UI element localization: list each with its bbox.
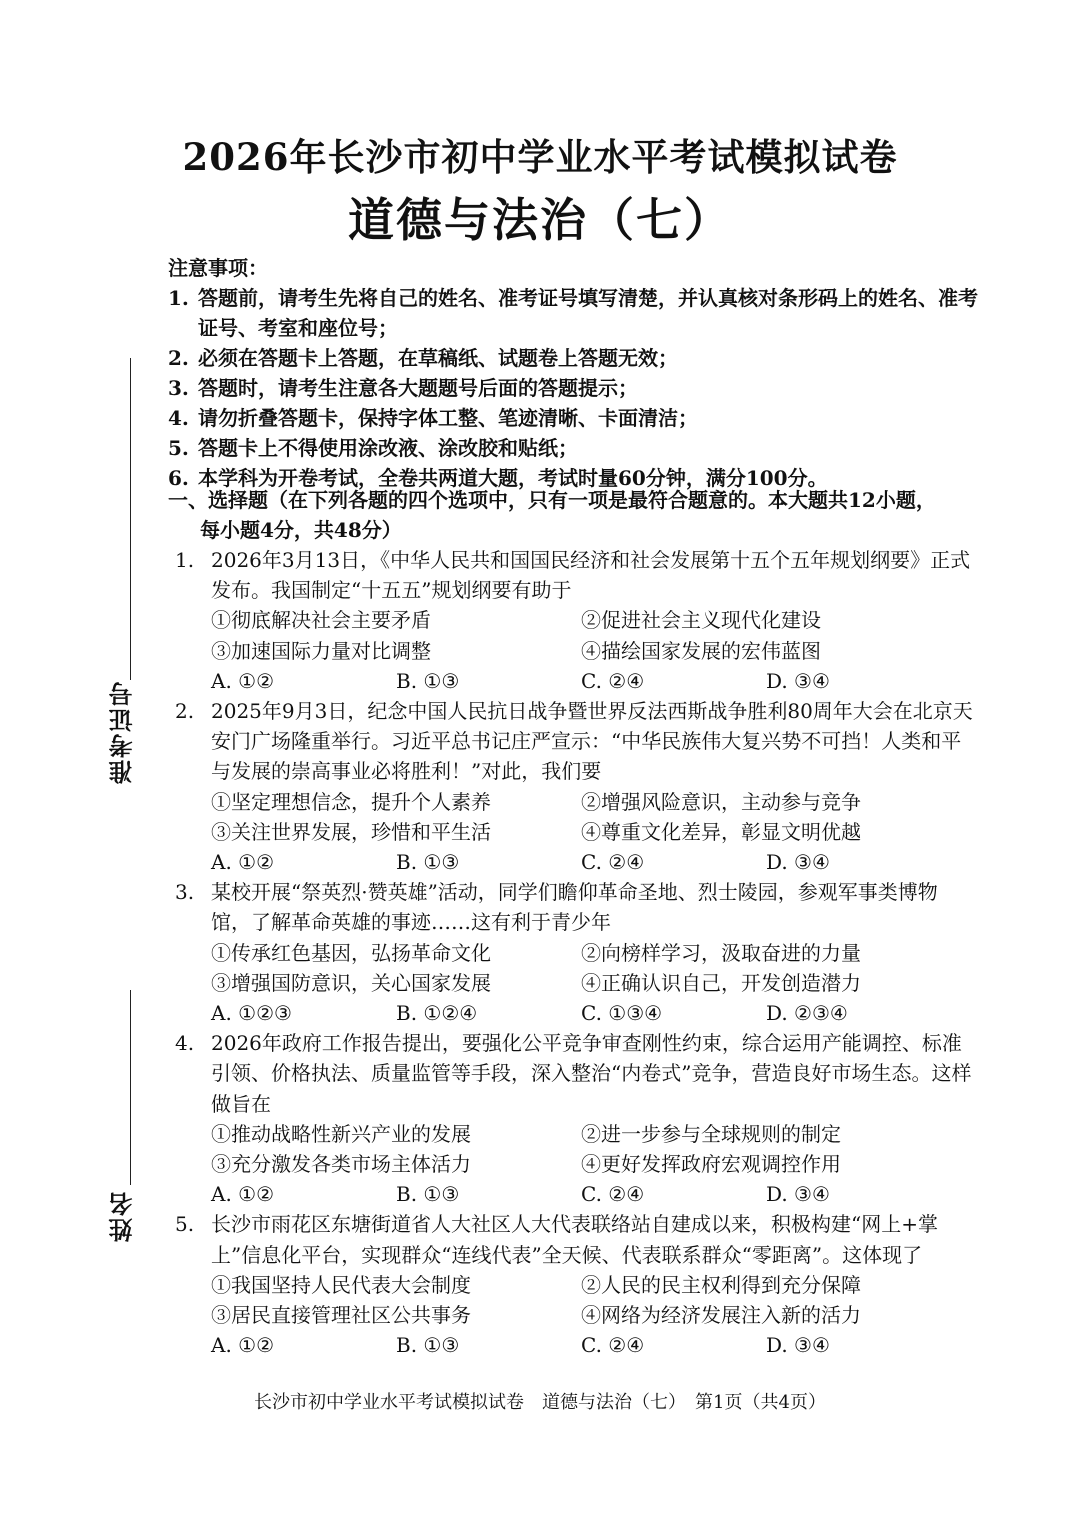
option-text: ④正确认识自己，开发创造潜力 (581, 970, 861, 995)
answer-choice: B. ①③ (396, 1182, 460, 1207)
option-text: ②增强风险意识，主动参与竞争 (581, 789, 861, 814)
answer-choice: B. ①③ (396, 850, 460, 875)
option-text: ③居民直接管理社区公共事务 (211, 1303, 471, 1328)
notice-item: 6. 本学科为开卷考试，全卷共两道大题，考试时量60分钟，满分100分。 (168, 466, 828, 490)
exam-id-fill-line (130, 358, 131, 680)
question-1: 1. 2026年3月13日，《中华人民共和国国民经济和社会发展第十五个五年规划纲要》正式发布。我国制定“十五五”规划纲要有助于 ①彻底解决社会主要矛盾 ②促进社会主义现代化建设 ③加速国际力量对比调整 ④描绘国家发展的宏伟蓝图 A. ①② B. ①③ C. ②④ D. ③④ (175, 545, 975, 696)
option-text: ④描绘国家发展的宏伟蓝图 (581, 638, 821, 663)
option-text: ③充分激发各类市场主体活力 (211, 1152, 471, 1177)
answer-choice: B. ①②④ (396, 1001, 478, 1026)
option-text: ①传承红色基因，弘扬革命文化 (211, 940, 491, 965)
answer-choice: A. ①② (211, 1182, 275, 1207)
option-text: ③加速国际力量对比调整 (211, 638, 431, 663)
question-2: 2. 2025年9月3日，纪念中国人民抗日战争暨世界反法西斯战争胜利80周年大会在北京天安门广场隆重举行。习近平总书记庄严宣示：“中华民族伟大复兴势不可挡！人类和平与发展的崇高事业必将胜利！”对此，我们要 ①坚定理想信念，提升个人素养 ②增强风险意识，主动参与竞争 ③关注世界发展，珍惜和平生活 ④尊重文化差异，彰显文明优越 A. ①② B. ①③ C. ②④ D. ③④ (175, 696, 975, 877)
answer-choice: A. ①② (211, 668, 275, 693)
answer-choice: A. ①② (211, 1333, 275, 1358)
answer-choice: D. ③④ (766, 850, 830, 875)
name-fill-line (130, 990, 131, 1185)
question-list (175, 545, 975, 1360)
answer-choice: B. ①③ (396, 668, 460, 693)
answer-choice: D. ③④ (766, 668, 830, 693)
section-heading: 一、选择题（在下列各题的四个选项中，只有一项是最符合题意的。本大题共12小题， 每小题4分，共48分） (168, 488, 936, 542)
exam-subject-title: 道德与法治（七） (348, 193, 732, 247)
option-text: ④尊重文化差异，彰显文明优越 (581, 819, 861, 844)
notice-list (168, 283, 988, 493)
answer-choice: D. ③④ (766, 1182, 830, 1207)
answer-choice: A. ①② (211, 850, 275, 875)
question-5: 5. 长沙市雨花区东塘街道省人大社区人大代表联络站自建成以来，积极构建“网上+掌上”信息化平台，实现群众“连线代表”全天候、代表联系群众“零距离”。这体现了 ①我国坚持人民代表大会制度 ②人民的民主权利得到充分保障 ③居民直接管理社区公共事务 ④网络为经济发展注入新的活力 A. ①② B. ①③ C. ②④ D. ③④ (175, 1209, 975, 1360)
answer-choice: C. ②④ (581, 850, 645, 875)
option-text: ①彻底解决社会主要矛盾 (211, 608, 431, 633)
option-text: ②促进社会主义现代化建设 (581, 608, 821, 633)
option-text: ①我国坚持人民代表大会制度 (211, 1272, 471, 1297)
answer-choice: D. ③④ (766, 1333, 830, 1358)
notice-item: 2. 必须在答题卡上答题，在草稿纸、试题卷上答题无效； (168, 346, 678, 370)
answer-choice: C. ②④ (581, 668, 645, 693)
notice-item: 3. 答题时，请考生注意各大题题号后面的答题提示； (168, 376, 638, 400)
option-text: ①坚定理想信念，提升个人素养 (211, 789, 491, 814)
question-4: 4. 2026年政府工作报告提出，要强化公平竞争审查刚性约束，综合运用产能调控、标准引领、价格执法、质量监管等手段，深入整治“内卷式”竞争，营造良好市场生态。这样做旨在 ①推动战略性新兴产业的发展 ②进一步参与全球规则的制定 ③充分激发各类市场主体活力 ④更好发挥政府宏观调控作用 A. ①② B. ①③ C. ②④ D. ③④ (175, 1028, 975, 1209)
option-text: ③增强国防意识，关心国家发展 (211, 970, 491, 995)
answer-choice: A. ①②③ (211, 1001, 292, 1026)
option-text: ①推动战略性新兴产业的发展 (211, 1121, 471, 1146)
option-text: ②人民的民主权利得到充分保障 (581, 1272, 861, 1297)
exam-id-label: 准考证号 (108, 680, 137, 784)
option-text: ③关注世界发展，珍惜和平生活 (211, 819, 491, 844)
answer-choice: C. ①③④ (581, 1001, 663, 1026)
option-text: ②进一步参与全球规则的制定 (581, 1121, 841, 1146)
question-3: 3. 某校开展“祭英烈·赞英雄”活动，同学们瞻仰革命圣地、烈士陵园，参观军事类博物馆，了解革命英雄的事迹……这有利于青少年 ①传承红色基因，弘扬革命文化 ②向榜样学习，汲取奋进的力量 ③增强国防意识，关心国家发展 ④正确认识自己，开发创造潜力 A. ①②③ B. ①②④ C. ①③④ D. ②③④ (175, 877, 975, 1028)
option-text: ④网络为经济发展注入新的活力 (581, 1303, 861, 1328)
exam-title: 2026年长沙市初中学业水平考试模拟试卷 (182, 135, 898, 179)
option-text: ④更好发挥政府宏观调控作用 (581, 1152, 841, 1177)
notice-item: 5. 答题卡上不得使用涂改液、涂改胶和贴纸； (168, 436, 578, 460)
notice-title: 注意事项： (168, 256, 268, 280)
answer-choice: B. ①③ (396, 1333, 460, 1358)
name-label: 姓名 (108, 1190, 137, 1242)
answer-choice: D. ②③④ (766, 1001, 848, 1026)
notice-item: 4. 请勿折叠答题卡，保持字体工整、笔迹清晰、卡面清洁； (168, 406, 698, 430)
notice-item: 1. 答题前，请考生先将自己的姓名、准考证号填写清楚，并认真核对条形码上的姓名、准考证号、考室和座位号； (168, 286, 978, 340)
answer-choice: C. ②④ (581, 1333, 645, 1358)
page-footer: 长沙市初中学业水平考试模拟试卷 道德与法治（七） 第1页（共4页） (254, 1392, 826, 1413)
option-text: ②向榜样学习，汲取奋进的力量 (581, 940, 861, 965)
answer-choice: C. ②④ (581, 1182, 645, 1207)
